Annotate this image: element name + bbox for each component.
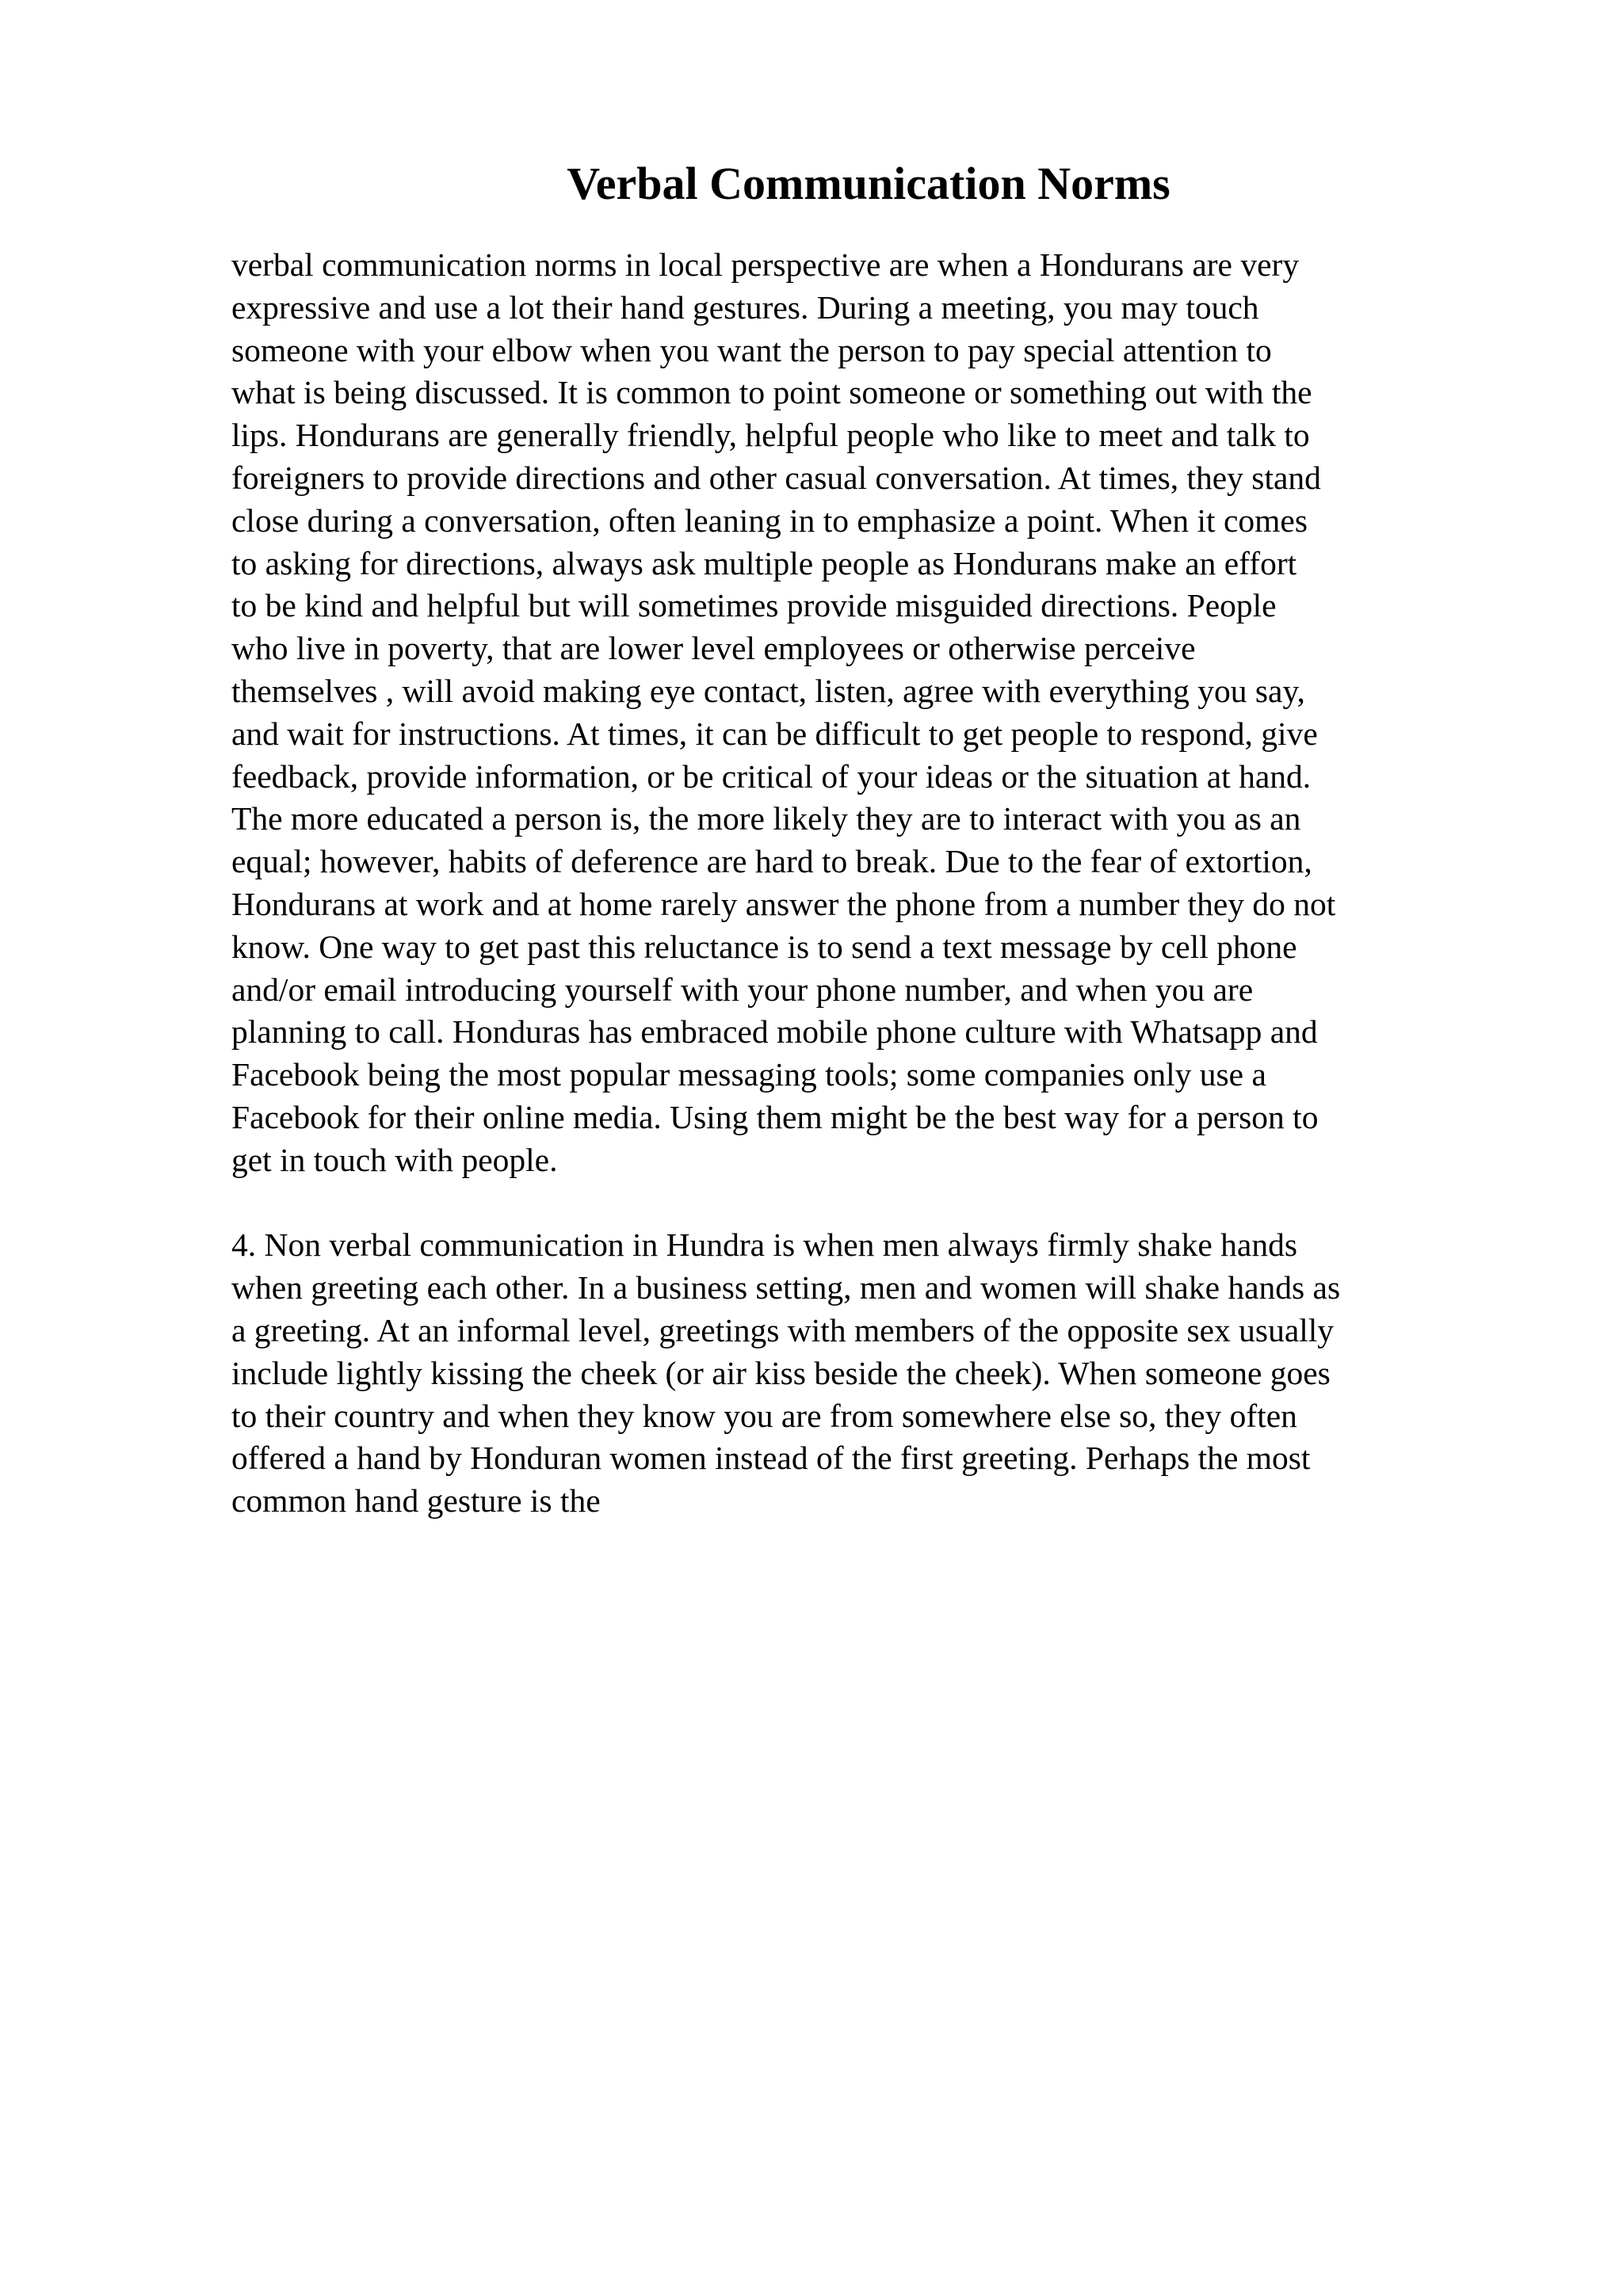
text-line: foreigners to provide directions and other casual conversation. At times, they stand xyxy=(231,459,1321,496)
text-line: Facebook being the most popular messaging tools; some companies only use a xyxy=(231,1056,1266,1093)
text-line: what is being discussed. It is common to point someone or something out with the xyxy=(231,374,1312,411)
text-line: to asking for directions, always ask multiple people as Hondurans make an effort xyxy=(231,544,1297,582)
text-line: The more educated a person is, the more likely they are to interact with you as an xyxy=(231,800,1301,837)
text-line: Facebook for their online media. Using them might be the best way for a person to xyxy=(231,1098,1319,1135)
document-body xyxy=(231,244,1499,1523)
text-line: close during a conversation, often leaning in to emphasize a point. When it comes xyxy=(231,502,1308,539)
text-line: to their country and when they know you are from somewhere else so, they often xyxy=(231,1397,1297,1434)
text-line: to be kind and helpful but will sometimes provide misguided directions. People xyxy=(231,587,1277,624)
text-line: planning to call. Honduras has embraced mobile phone culture with Whatsapp and xyxy=(231,1013,1318,1051)
paragraph-verbal-norms xyxy=(231,244,1499,1182)
text-line: feedback, provide information, or be critical of your ideas or the situation at hand. xyxy=(231,757,1312,795)
text-line: include lightly kissing the cheek (or air kiss beside the cheek). When someone goes xyxy=(231,1354,1331,1391)
text-line: a greeting. At an informal level, greetings with members of the opposite sex usually xyxy=(231,1311,1335,1348)
text-line: and/or email introducing yourself with your phone number, and when you are xyxy=(231,971,1254,1008)
text-line: when greeting each other. In a business setting, men and women will shake hands as xyxy=(231,1269,1341,1306)
paragraph-nonverbal-communication xyxy=(231,1224,1499,1523)
text-line: themselves , will avoid making eye contact, listen, agree with everything you say, xyxy=(231,672,1305,709)
text-line: lips. Hondurans are generally friendly, helpful people who like to meet and talk to xyxy=(231,417,1310,454)
text-line: verbal communication norms in local perspective are when a Hondurans are very xyxy=(231,246,1300,283)
text-line: know. One way to get past this reluctance is to send a text message by cell phone xyxy=(231,928,1297,965)
text-line: equal; however, habits of deference are hard to break. Due to the fear of extortion, xyxy=(231,843,1312,880)
text-line: 4. Non verbal communication in Hundra is when men always firmly shake hands xyxy=(231,1226,1297,1264)
text-line: expressive and use a lot their hand gestures. During a meeting, you may touch xyxy=(231,288,1259,326)
text-line: someone with your elbow when you want the person to pay special attention to xyxy=(231,331,1272,368)
text-line: get in touch with people. xyxy=(231,1141,558,1178)
text-line: and wait for instructions. At times, it can be difficult to get people to respond, give xyxy=(231,715,1318,752)
page-title: Verbal Communication Norms xyxy=(567,158,1170,209)
text-line: offered a hand by Honduran women instead of the first greeting. Perhaps the most xyxy=(231,1440,1311,1477)
text-line: common hand gesture is the xyxy=(231,1482,601,1520)
text-line: who live in poverty, that are lower level employees or otherwise perceive xyxy=(231,630,1196,667)
paragraph-spacer xyxy=(231,1182,1499,1225)
text-line: Hondurans at work and at home rarely answer the phone from a number they do not xyxy=(231,885,1336,922)
